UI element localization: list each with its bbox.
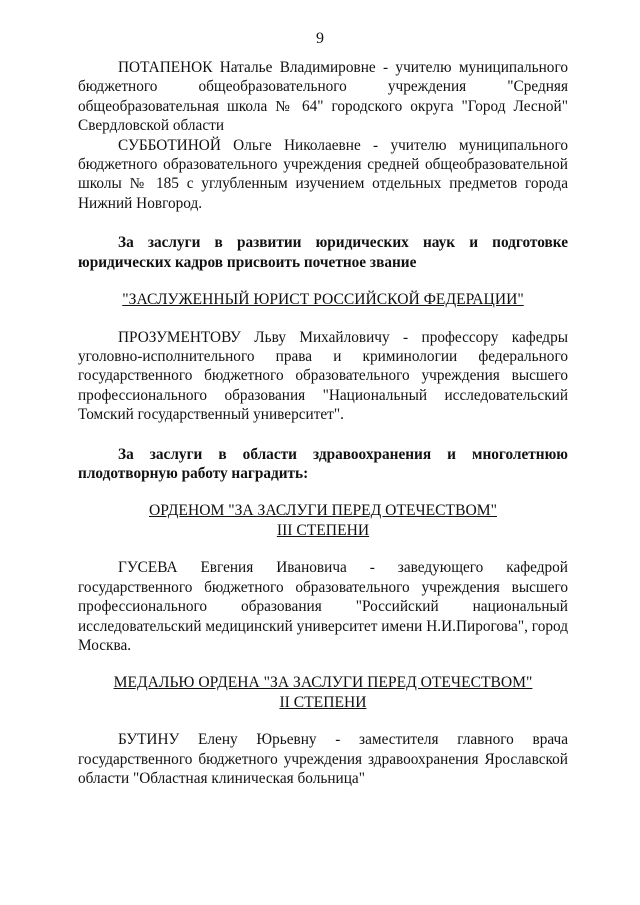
award-paragraph-subbotina: СУББОТИНОЙ Ольге Николаевне - учителю муниципального бюджетного образовательного учреждения средней общеобразовательной школы № 185 с углубленным изучением отдельных предметов города Нижний Новгород. <box>78 136 568 212</box>
award-paragraph-gusev: ГУСЕВА Евгения Ивановича - заведующего кафедрой государственного бюджетного образовательного учреждения высшего профессионального образования "Российский национальный исследовательский медицинский университет имени Н.И.Пирогова", город Москва. <box>78 559 568 655</box>
award-paragraph-butina: БУТИНУ Елену Юрьевну - заместителя главного врача государственного бюджетного учреждения здравоохранения Ярославской области "Областная клиническая больница" <box>78 731 568 788</box>
document-body <box>78 58 568 789</box>
section-intro-healthcare: За заслуги в области здравоохранения и многолетнюю плодотворную работу наградить: <box>78 445 568 482</box>
award-title-line: МЕДАЛЬЮ ОРДЕНА "ЗА ЗАСЛУГИ ПЕРЕД ОТЕЧЕСТВОМ" <box>113 674 533 692</box>
award-paragraph-potapenok: ПОТАПЕНОК Наталье Владимировне - учителю муниципального бюджетного общеобразовательного учреждения "Средняя общеобразовательная школа № 64" городского округа "Город Лесной" Свердловской области <box>78 59 568 135</box>
award-title-line: "ЗАСЛУЖЕННЫЙ ЮРИСТ РОССИЙСКОЙ ФЕДЕРАЦИИ" <box>122 291 524 309</box>
award-paragraph-prozumentov: ПРОЗУМЕНТОВУ Льву Михайловичу - профессору кафедры уголовно-исполнительного права и криминологии федерального государственного бюджетного образовательного учреждения высшего профессионального образования "Национальный исследовательский Томский государственный университет". <box>78 328 568 424</box>
award-title-degree: III СТЕПЕНИ <box>276 521 370 539</box>
award-title-degree: II СТЕПЕНИ <box>279 693 367 711</box>
section-intro-legal: За заслуги в развитии юридических наук и подготовке юридических кадров присвоить почетное звание <box>78 234 568 271</box>
page-number: 9 <box>316 30 324 47</box>
award-title-honored-lawyer <box>78 290 568 310</box>
award-title-order-merit <box>78 501 568 540</box>
award-title-medal-order <box>78 673 568 712</box>
award-title-line: ОРДЕНОМ "ЗА ЗАСЛУГИ ПЕРЕД ОТЕЧЕСТВОМ" <box>149 502 497 520</box>
